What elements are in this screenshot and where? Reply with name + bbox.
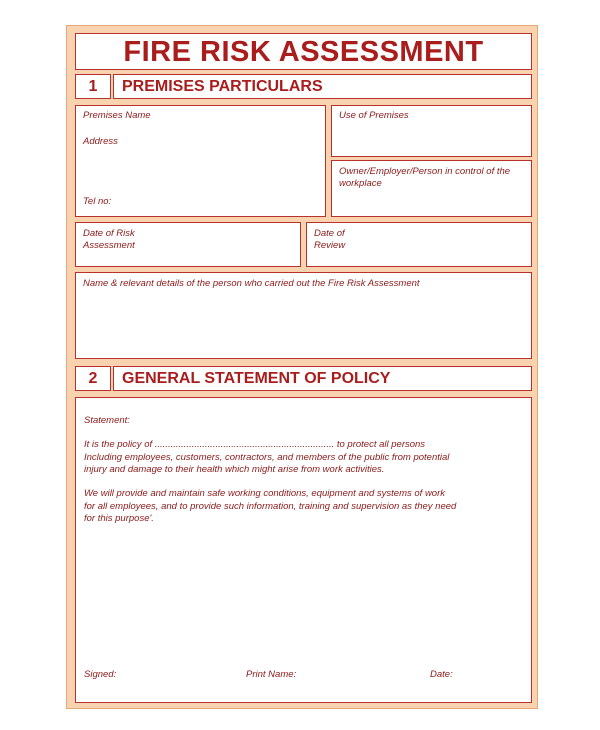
section1-number-box bbox=[75, 74, 111, 99]
date-of-risk-assessment-label: Date of Risk Assessment bbox=[83, 228, 135, 251]
date-of-review-label: Date of Review bbox=[314, 228, 346, 251]
section2-number-box bbox=[75, 366, 111, 391]
tel-label: Tel no: bbox=[83, 196, 112, 207]
use-of-premises-label: Use of Premises bbox=[339, 110, 409, 121]
section2-heading: GENERAL STATEMENT OF POLICY bbox=[122, 370, 391, 387]
section2-number: 2 bbox=[88, 370, 98, 387]
address-label: Address bbox=[83, 136, 118, 147]
assessor-details-field[interactable] bbox=[75, 272, 532, 359]
form-title: FIRE RISK ASSESSMENT bbox=[123, 36, 484, 68]
owner-field[interactable] bbox=[331, 160, 532, 217]
form-page bbox=[66, 25, 538, 709]
premises-name-field[interactable] bbox=[75, 105, 326, 217]
use-of-premises-field[interactable] bbox=[331, 105, 532, 157]
date-of-risk-assessment-field[interactable] bbox=[75, 222, 301, 267]
print-name-label: Print Name: bbox=[246, 669, 297, 680]
section1-heading-box bbox=[113, 74, 532, 99]
section1-number: 1 bbox=[88, 78, 98, 95]
statement-paragraph-1: It is the policy of .................................................................... to protect all persons Including employees, customers, contractors, and members of the public from potential injury and damage to their health which might arise from work activities. bbox=[84, 439, 450, 475]
date-label: Date: bbox=[430, 669, 453, 680]
premises-name-label: Premises Name bbox=[83, 110, 151, 121]
title-box bbox=[75, 33, 532, 70]
section2-heading-box bbox=[113, 366, 532, 391]
statement-label: Statement: bbox=[84, 415, 130, 426]
section1-heading: PREMISES PARTICULARS bbox=[122, 78, 323, 95]
statement-paragraph-2: We will provide and maintain safe working conditions, equipment and systems of work for all employees, and to provide such information, training and supervision as they need for this purpose'. bbox=[84, 488, 457, 524]
policy-statement-field[interactable] bbox=[75, 397, 532, 703]
owner-label: Owner/Employer/Person in control of the workplace bbox=[339, 166, 511, 189]
assessor-details-label: Name & relevant details of the person who carried out the Fire Risk Assessment bbox=[83, 278, 420, 289]
date-of-review-field[interactable] bbox=[306, 222, 532, 267]
signed-label: Signed: bbox=[84, 669, 117, 680]
